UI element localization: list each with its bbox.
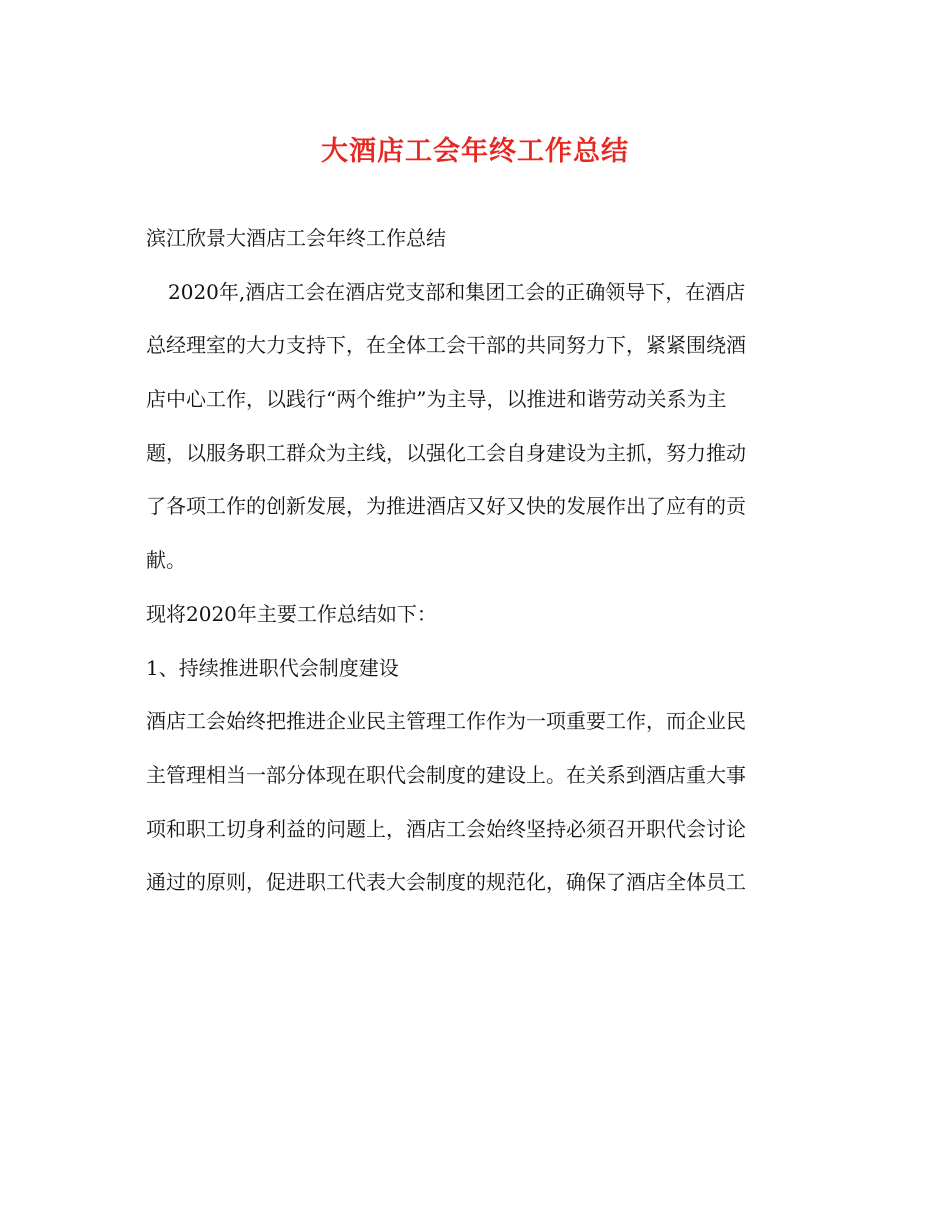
paragraph-line: 2020年,酒店工会在酒店党支部和集团工会的正确领导下，在酒店 <box>168 279 746 304</box>
paragraph-line: 了各项工作的创新发展，为推进酒店又好又快的发展作出了应有的贡 <box>146 494 746 519</box>
paragraph-line: 项和职工切身利益的问题上，酒店工会始终坚持必须召开职代会讨论 <box>146 816 746 841</box>
paragraph-line: 通过的原则，促进职工代表大会制度的规范化，确保了酒店全体员工 <box>146 870 746 895</box>
summary-intro: 现将2020年主要工作总结如下： <box>146 601 437 626</box>
document-title: 大酒店工会年终工作总结 <box>321 136 629 167</box>
document-subtitle: 滨江欣景大酒店工会年终工作总结 <box>146 226 446 250</box>
section-heading: 1、持续推进职代会制度建设 <box>146 655 399 680</box>
paragraph-line: 店中心工作，以践行“两个维护”为主导，以推进和谐劳动关系为主 <box>146 387 727 412</box>
paragraph-line: 题，以服务职工群众为主线，以强化工会自身建设为主抓，努力推动 <box>146 440 746 465</box>
paragraph-line: 酒店工会始终把推进企业民主管理工作作为一项重要工作，而企业民 <box>146 709 746 734</box>
paragraph-line: 总经理室的大力支持下，在全体工会干部的共同努力下，紧紧围绕酒 <box>146 333 746 358</box>
paragraph-line: 献。 <box>146 548 186 573</box>
document-body <box>146 212 801 910</box>
paragraph-line: 主管理相当一部分体现在职代会制度的建设上。在关系到酒店重大事 <box>146 762 746 787</box>
